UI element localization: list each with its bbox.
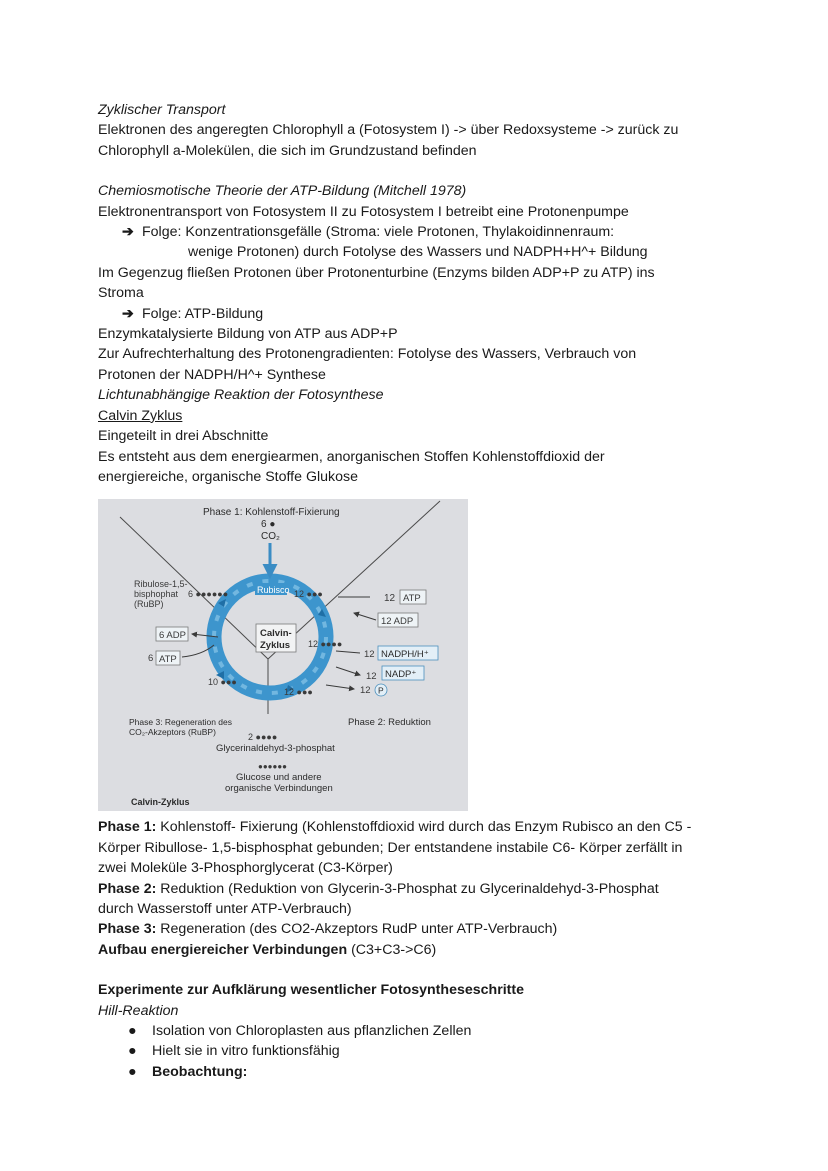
count-10: 10 ●●● — [208, 677, 237, 688]
text-line: Zur Aufrechterhaltung des Protonengradienten: Fotolyse des Wassers, Verbrauch von — [98, 346, 637, 363]
calvin-label: Zyklus — [260, 640, 291, 652]
glucose-dots: ●●●●●● — [258, 762, 287, 772]
text-line: Enzymkatalysierte Bildung von ATP aus ADP+P — [98, 326, 398, 343]
heading-experimente: Experimente zur Aufklärung wesentlicher Fotosyntheseschritte — [98, 982, 524, 999]
text-line: Es entsteht aus dem energiearmen, anorganischen Stoffen Kohlenstoffdioxid der — [98, 448, 605, 465]
glucose-label: Glucose und andere — [236, 772, 322, 784]
ribulose-label: Ribulose-1,5- — [134, 579, 188, 590]
svg-text:12: 12 — [364, 649, 375, 661]
list-item: ● Hielt sie in vitro funktionsfähig — [98, 1041, 738, 1061]
atp12-label: ATP — [403, 593, 421, 605]
phase2-label: Phase 2: Reduktion — [348, 717, 431, 729]
count-12a: 12 ●●● — [294, 589, 323, 600]
figure-caption: Calvin-Zyklus — [131, 797, 190, 808]
rubp-count: 6 ●●●●●● — [188, 589, 229, 600]
phase1-description: Phase 1: Kohlenstoff- Fixierung (Kohlenstoffdioxid wird durch das Enzym Rubisco an den C5 - — [98, 819, 692, 836]
calvin-cycle-diagram — [98, 499, 468, 811]
heading-chemiosmotische-theorie: Chemiosmotische Theorie der ATP-Bildung (Mitchell 1978) — [98, 183, 467, 200]
text-line: Körper Ribullose- 1,5-bisphosphat gebunden; Der entstandene instabile C6- Körper zerfällt in — [98, 839, 683, 856]
adp6-label: 6 ADP — [159, 630, 186, 642]
count-12b: 12 ●●●● — [308, 639, 343, 650]
phase2-description: Phase 2: Reduktion (Reduktion von Glycerin-3-Phosphat zu Glycerinaldehyd-3-Phosphat — [98, 880, 659, 897]
phase3-description: Phase 3: Regeneration (des CO2-Akzeptors RudP unter ATP-Verbrauch) — [98, 921, 558, 938]
text-line: Protonen der NADPH/H^+ Synthese — [98, 366, 326, 383]
svg-text:12: 12 — [360, 685, 371, 697]
nadph-label: NADPH/H⁺ — [381, 649, 429, 661]
text-line: zwei Moleküle 3-Phosphorglycerat (C3-Körper) — [98, 860, 393, 877]
rubisco-label: Rubisco — [257, 585, 290, 596]
ribulose-label: bisphophat — [134, 589, 179, 600]
atp6-label: ATP — [159, 654, 177, 666]
text-line: durch Wasserstoff unter ATP-Verbrauch) — [98, 900, 352, 917]
subheading-calvin-zyklus: Calvin Zyklus — [98, 407, 183, 424]
calvin-cycle-figure — [98, 499, 468, 811]
text-line: Im Gegenzug fließen Protonen über Protonenturbine (Enzyms bilden ADP+P zu ATP) ins — [98, 264, 655, 281]
ribulose-label: (RuBP) — [134, 599, 164, 610]
arrow-item-text: Folge: Konzentrationsgefälle (Stroma: viele Protonen, Thylakoidinnenraum: — [142, 224, 615, 241]
phase3-label: CO₂-Akzeptors (RuBP) — [129, 727, 216, 738]
text-line: Stroma — [98, 285, 144, 302]
arrow-item — [98, 304, 738, 324]
co2-label: CO₂ — [261, 531, 280, 543]
count-12c: 12 ●●● — [284, 687, 313, 698]
text-line: energiereiche, organische Stoffe Glukose — [98, 468, 359, 485]
arrow-item-text: Folge: ATP-Bildung — [142, 305, 264, 322]
phosphate-label: P — [378, 685, 384, 696]
text-line: Elektronentransport von Fotosystem II zu Fotosystem I betreibt eine Protonenpumpe — [98, 203, 629, 220]
text-line: wenige Protonen) durch Fotolyse des Wassers und NADPH+H^+ Bildung — [188, 244, 648, 261]
subheading-lichtunabhaengig: Lichtunabhängige Reaktion der Fotosynthese — [98, 387, 384, 404]
heading-zyklischer-transport: Zyklischer Transport — [98, 102, 226, 118]
bullet-icon: ● — [128, 1043, 137, 1060]
list-item: ● Beobachtung: — [98, 1062, 738, 1082]
text-line: Elektronen des angeregten Chlorophyll a (Fotosystem I) -> über Redoxsysteme -> zurück zu — [98, 122, 679, 139]
g3p-count: 2 ●●●● — [248, 732, 278, 743]
arrow-icon: ➔ — [122, 305, 134, 322]
g3p-label: Glycerinaldehyd-3-phosphat — [216, 743, 335, 755]
svg-text:12: 12 — [384, 593, 396, 605]
subheading-hill-reaktion: Hill-Reaktion — [98, 1002, 179, 1019]
adp12-label: 12 ADP — [381, 616, 414, 628]
nadp-label: NADP⁺ — [385, 669, 417, 681]
list-item: ● Isolation von Chloroplasten aus pflanzlichen Zellen — [98, 1021, 738, 1041]
document-page — [98, 100, 738, 1082]
arrow-item — [98, 222, 738, 242]
phase1-label: Phase 1: Kohlenstoff-Fixierung — [203, 507, 340, 519]
svg-text:12: 12 — [366, 671, 377, 683]
bullet-icon: ● — [128, 1022, 137, 1039]
co2-count: 6 ● — [261, 519, 276, 531]
phase3-label: Phase 3: Regeneration des — [129, 717, 233, 728]
glucose-label: organische Verbindungen — [225, 783, 333, 795]
text-line: Eingeteilt in drei Abschnitte — [98, 428, 269, 445]
aufbau-line: Aufbau energiereicher Verbindungen (C3+C3->C6) — [98, 941, 437, 958]
text-line: Chlorophyll a-Molekülen, die sich im Grundzustand befinden — [98, 142, 477, 159]
svg-text:6: 6 — [148, 653, 154, 665]
bullet-icon: ● — [128, 1063, 137, 1080]
arrow-icon: ➔ — [122, 224, 134, 241]
bullet-list — [98, 1021, 738, 1082]
calvin-label: Calvin- — [260, 628, 292, 640]
